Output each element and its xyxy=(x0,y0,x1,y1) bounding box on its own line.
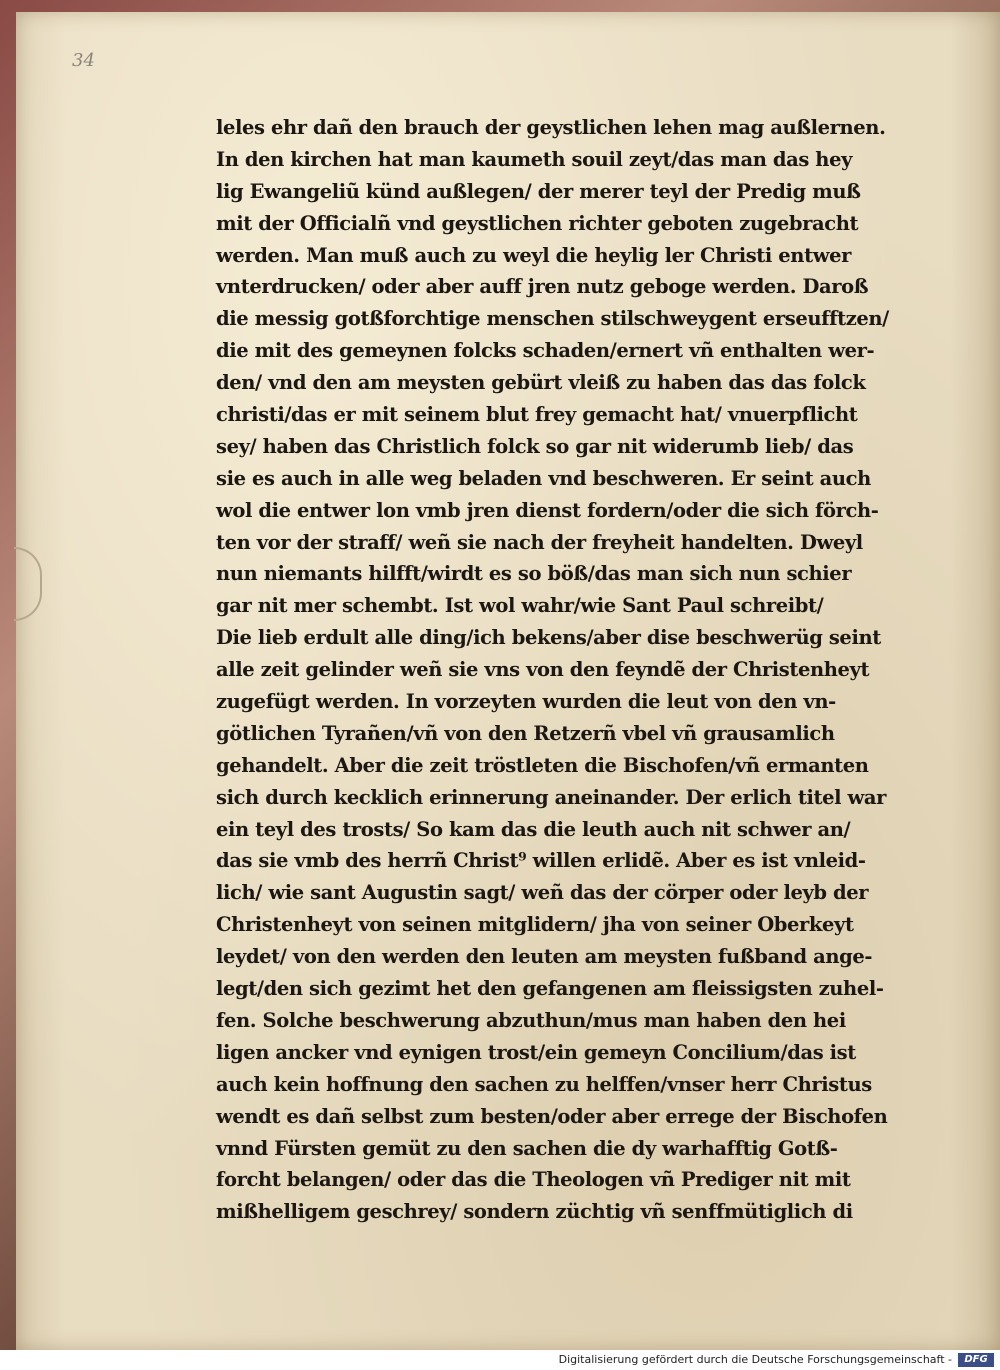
text-line: sey/ haben das Christlich folck so gar nit widerumb lieb/ das xyxy=(216,434,854,458)
text-line: Christenheyt von seinen mitglidern/ jha von seiner Oberkeyt xyxy=(216,913,854,937)
text-line: nun niemants hilfft/wirdt es so böß/das man sich nun schier xyxy=(216,562,852,586)
text-line: die messig gotßforchtige menschen stilschweygent erseufftzen/ xyxy=(216,307,889,331)
text-line: mit der Officialñ vnd geystlichen richter geboten zugebracht xyxy=(216,211,859,235)
text-line: wol die entwer lon vmb jren dienst fordern/oder die sich förch- xyxy=(216,498,879,522)
text-line: ein teyl des trosts/ So kam das die leuth auch nit schwer an/ xyxy=(216,817,851,841)
text-line: leles ehr dañ den brauch der geystlichen lehen mag außlernen. xyxy=(216,116,886,139)
text-line: vnnd Fürsten gemüt zu den sachen die dy warhafftig Gotß- xyxy=(216,1136,838,1160)
text-line: alle zeit gelinder weñ sie vns von den feyndẽ der Christenheyt xyxy=(216,658,870,682)
text-line: Die lieb erdult alle ding/ich bekens/aber dise beschwerüg seint xyxy=(216,626,881,650)
text-line: sich durch kecklich erinnerung aneinander. Der erlich titel war xyxy=(216,785,886,809)
text-block xyxy=(216,112,896,1228)
text-line: auch kein hoffnung den sachen zu helffen/vnser herr Christus xyxy=(216,1072,872,1096)
text-line: In den kirchen hat man kaumeth souil zeyt/das man das hey xyxy=(216,147,853,171)
text-line: zugefügt werden. In vorzeyten wurden die leut von den vn- xyxy=(216,690,836,714)
text-line: christi/das er mit seinem blut frey gemacht hat/ vnuerpflicht xyxy=(216,403,858,427)
text-line: den/ vnd den am meysten gebürt vleiß zu haben das das folck xyxy=(216,371,866,395)
text-line: vnterdrucken/ oder aber auff jren nutz geboge werden. Daroß xyxy=(216,275,869,299)
text-line: fen. Solche beschwerung abzuthun/mus man haben den hei xyxy=(216,1008,846,1032)
text-line: werden. Man muß auch zu weyl die heylig ler Christi entwer xyxy=(216,243,851,267)
binding-ring xyxy=(14,547,42,621)
funding-credit: Digitalisierung gefördert durch die Deutsche Forschungsgemeinschaft - xyxy=(558,1353,952,1366)
text-line: sie es auch in alle weg beladen vnd beschweren. Er seint auch xyxy=(216,466,871,490)
text-line: ten vor der straff/ weñ sie nach der freyheit handelten. Dweyl xyxy=(216,530,863,554)
text-line: götlichen Tyrañen/vñ von den Retzerñ vbel vñ grausamlich xyxy=(216,721,835,745)
text-line: legt/den sich gezimt het den gefangenen am fleissigsten zuhel- xyxy=(216,977,884,1001)
text-line: gehandelt. Aber die zeit tröstleten die Bischofen/vñ ermanten xyxy=(216,753,869,777)
text-line: die mit des gemeynen folcks schaden/ernert vñ enthalten wer- xyxy=(216,339,875,363)
text-line: mißhelligem geschrey/ sondern züchtig vñ senffmütiglich di xyxy=(216,1200,853,1224)
text-line: ligen ancker vnd eynigen trost/ein gemeyn Concilium/das ist xyxy=(216,1040,856,1064)
text-line: das sie vmb des herrñ Christ⁹ willen erlidẽ. Aber es ist vnleid- xyxy=(216,849,866,873)
book-page xyxy=(16,12,1000,1350)
folio-number: 34 xyxy=(72,50,95,71)
text-line: gar nit mer schembt. Ist wol wahr/wie Sant Paul schreibt/ xyxy=(216,594,824,618)
text-line: leydet/ von den werden den leuten am meysten fußband ange- xyxy=(216,945,873,969)
text-line: lich/ wie sant Augustin sagt/ weñ das der cörper oder leyb der xyxy=(216,881,869,905)
dfg-logo: DFG xyxy=(958,1353,994,1367)
text-line: lig Ewangeliũ künd außlegen/ der merer teyl der Predig muß xyxy=(216,179,861,203)
text-line: forcht belangen/ oder das die Theologen vñ Prediger nit mit xyxy=(216,1168,851,1192)
footer-bar xyxy=(0,1350,1000,1370)
text-line: wendt es dañ selbst zum besten/oder aber errege der Bischofen xyxy=(216,1104,888,1128)
